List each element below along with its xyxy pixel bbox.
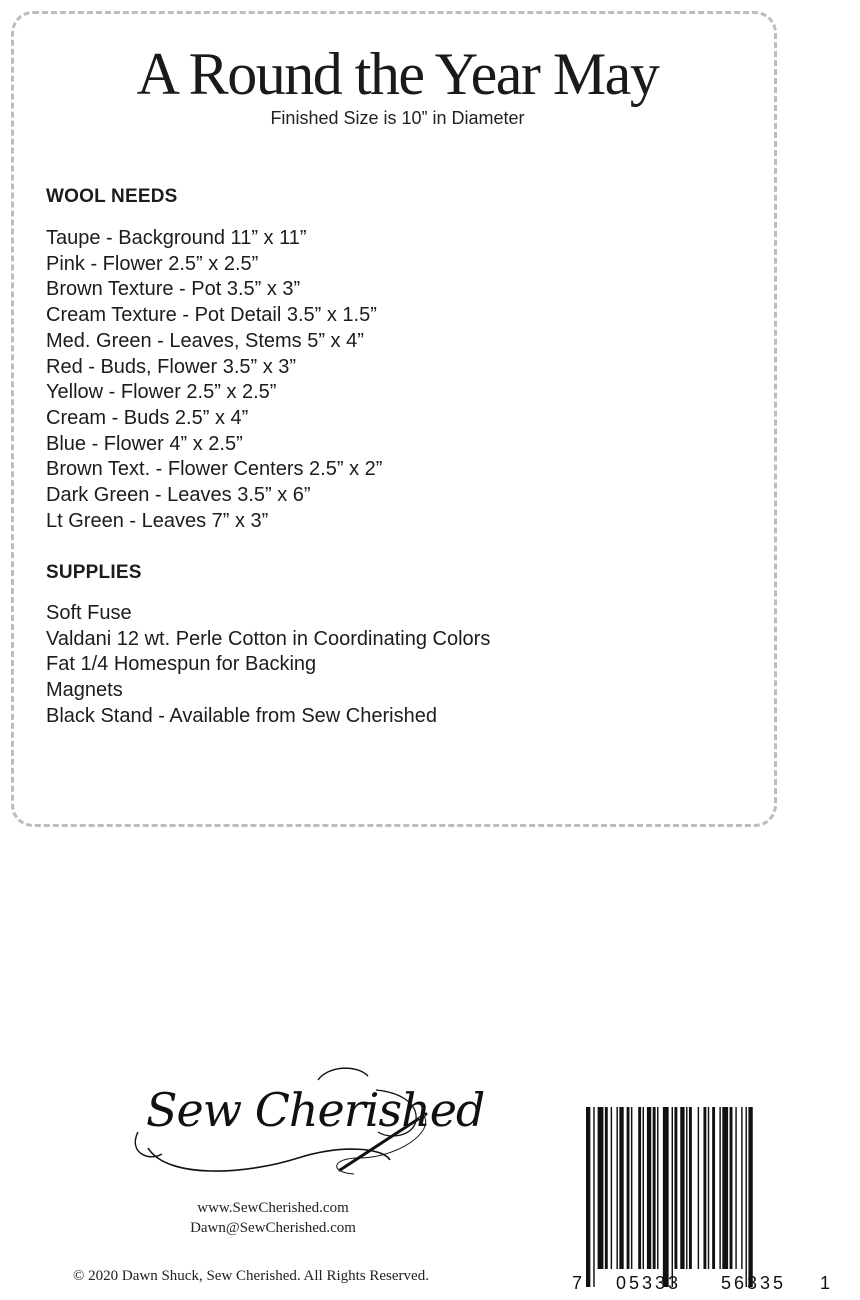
- barcode-bar: [605, 1107, 608, 1269]
- barcode-digit-left: 7: [572, 1273, 586, 1293]
- barcode-bar: [746, 1107, 747, 1287]
- barcode-bar: [638, 1107, 641, 1269]
- list-item: Taupe - Background 11” x 11”: [46, 227, 307, 249]
- barcode-bar: [735, 1107, 736, 1269]
- list-item: Cream Texture - Pot Detail 3.5” x 1.5”: [46, 304, 377, 327]
- barcode-bar: [627, 1107, 630, 1269]
- barcode-bar: [616, 1107, 617, 1269]
- list-item: Brown Text. - Flower Centers 2.5” x 2”: [46, 458, 383, 481]
- website-text: www.SewCherished.com: [197, 1200, 349, 1216]
- barcode-bar: [730, 1107, 733, 1269]
- wool-needs-heading: WOOL NEEDS: [46, 186, 178, 207]
- barcode-bar: [593, 1107, 594, 1287]
- barcode-bar: [647, 1107, 651, 1269]
- barcode: [570, 1107, 832, 1297]
- list-item: Soft Fuse: [46, 602, 132, 624]
- supplies-list: [46, 601, 490, 730]
- barcode-bar: [653, 1107, 656, 1269]
- barcode-bar: [689, 1107, 692, 1269]
- list-item: Red - Buds, Flower 3.5” x 3”: [46, 355, 297, 378]
- list-item: Fat 1/4 Homespun for Backing: [46, 653, 317, 676]
- list-item: Brown Texture - Pot 3.5” x 3”: [46, 278, 301, 301]
- barcode-bar: [674, 1107, 677, 1269]
- barcode-bar: [643, 1107, 644, 1269]
- supplies-heading: SUPPLIES: [46, 562, 142, 583]
- barcode-digit-right: 1: [820, 1273, 834, 1293]
- barcode-bar: [686, 1107, 687, 1269]
- barcode-bar: [748, 1107, 752, 1287]
- list-item: Cream - Buds 2.5” x 4”: [46, 406, 249, 429]
- logo-wordmark: Sew Cherished: [146, 1083, 485, 1137]
- barcode-bar: [698, 1107, 699, 1269]
- list-item: Black Stand - Available from Sew Cherished: [46, 704, 437, 727]
- list-item: Magnets: [46, 679, 123, 702]
- list-item: Blue - Flower 4” x 2.5”: [46, 432, 243, 455]
- list-item: Pink - Flower 2.5” x 2.5”: [46, 252, 259, 275]
- barcode-bar: [598, 1107, 604, 1269]
- finished-size-subtitle: Finished Size is 10” in Diameter: [270, 108, 525, 128]
- barcode-bar: [672, 1107, 673, 1287]
- sew-cherished-logo: [128, 1062, 485, 1182]
- barcode-bar: [741, 1107, 742, 1269]
- barcode-bar: [586, 1107, 590, 1287]
- list-item: Dark Green - Leaves 3.5” x 6”: [46, 484, 311, 507]
- barcode-bar: [719, 1107, 720, 1269]
- copyright-text: © 2020 Dawn Shuck, Sew Cherished. All Rights Reserved.: [73, 1268, 429, 1284]
- barcode-bar: [631, 1107, 632, 1269]
- list-item: Valdani 12 wt. Perle Cotton in Coordinating Colors: [46, 627, 491, 650]
- barcode-group-1: 05333: [616, 1273, 682, 1293]
- barcode-bar: [657, 1107, 658, 1269]
- list-item: Med. Green - Leaves, Stems 5” x 4”: [46, 329, 364, 352]
- barcode-bar: [619, 1107, 623, 1269]
- barcode-bar: [712, 1107, 715, 1269]
- list-item: Lt Green - Leaves 7” x 3”: [46, 509, 269, 532]
- email-text: Dawn@SewCherished.com: [190, 1220, 356, 1236]
- wool-needs-list: [46, 226, 382, 534]
- page-title: A Round the Year May: [136, 41, 659, 107]
- list-item: Yellow - Flower 2.5” x 2.5”: [46, 381, 277, 404]
- barcode-bar: [663, 1107, 669, 1287]
- barcode-bar: [680, 1107, 684, 1269]
- barcode-bar: [611, 1107, 612, 1269]
- barcode-bar: [703, 1107, 706, 1269]
- barcode-group-2: 56335: [721, 1273, 787, 1293]
- barcode-bar: [708, 1107, 709, 1269]
- barcode-bar: [722, 1107, 728, 1269]
